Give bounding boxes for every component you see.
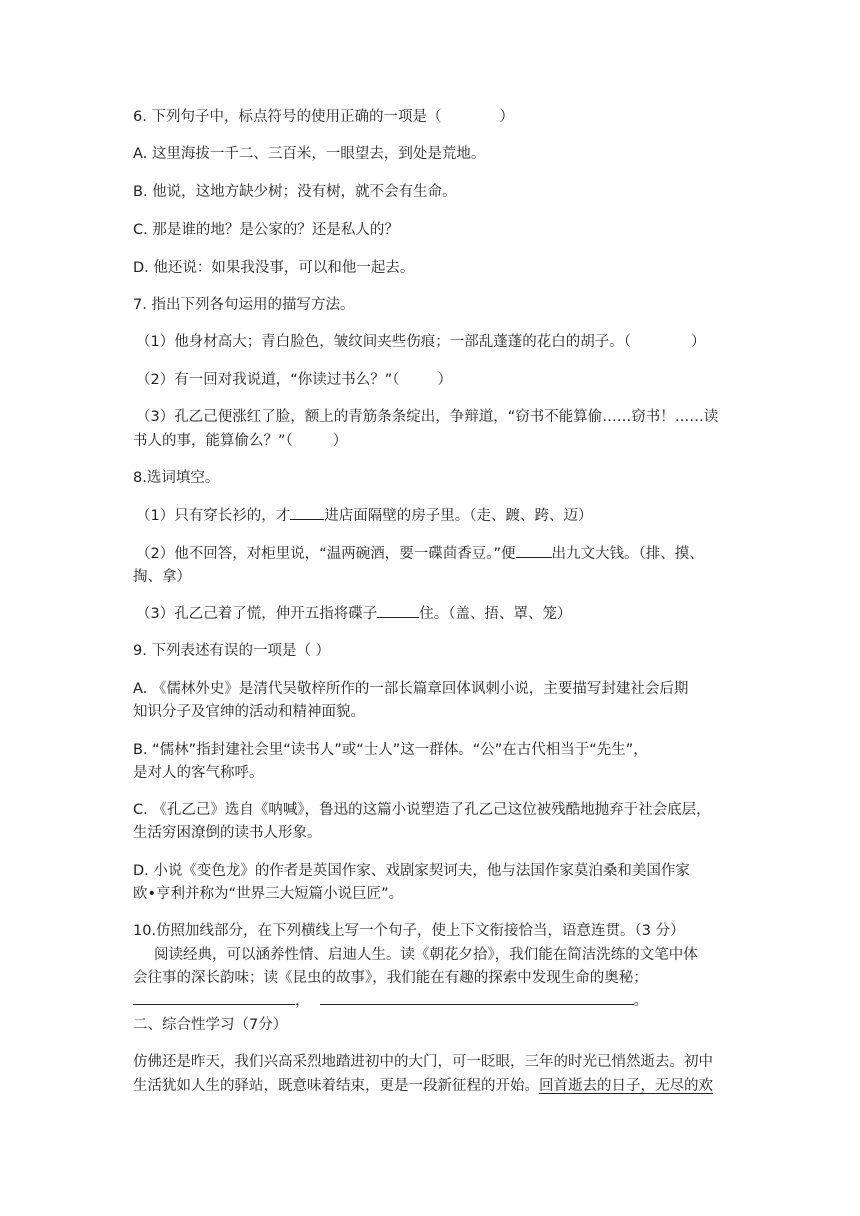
q7-item-1-text: （1）他身材高大；青白脸色，皱纹间夹些伤痕；一部乱蓬蓬的花白的胡子。（ [136, 334, 631, 350]
q10-period: 。 [633, 993, 648, 1009]
q8-item-3 [136, 603, 571, 625]
underlined-sentence: 回首逝去的日子，无尽的欢 [539, 1078, 713, 1094]
q7-item-2-text: （2）有一回对我说道，“你读过书么？”（ [136, 372, 400, 388]
q8-stem: 8.选词填空。 [133, 470, 220, 486]
q10-passage-line1: 阅读经典，可以涵养性情、启迪人生。读《朝花夕拾》，我们能在简洁洗练的文笔中体 [154, 947, 698, 963]
answer-blank-1[interactable] [133, 990, 295, 1005]
q7-item-3-line1: （3）孔乙己便涨红了脸，额上的青筋条条绽出，争辩道，“窃书不能算偷……窃书！……读 [136, 409, 719, 425]
q8-item-2-line2: 掏、拿） [133, 569, 191, 585]
q8-item-2 [136, 543, 704, 565]
q10-answer-line [133, 990, 648, 1012]
q8-item-2-after: 出九文大钱。（排、摸、 [551, 546, 704, 562]
q7-item-3-close: ） [332, 433, 348, 449]
q9-option-b-line2: 是对人的客气称呼。 [133, 765, 264, 781]
q8-item-2-before: （2）他不回答，对柜里说，“温两碗酒，要一碟茴香豆。”便 [136, 546, 516, 562]
q9-option-c-line1: C. 《孔乙己》选自《呐喊》，鲁迅的这篇小说塑造了孔乙己这位被残酷地抛弃于社会底层， [133, 802, 711, 818]
q9-option-d-line2: 欧•亨利并称为“世界三大短篇小说巨匠”。 [133, 886, 404, 902]
q7-item-1 [136, 331, 705, 353]
q6-option-a: A. 这里海拔一千二、三百米，一眼望去，到处是荒地。 [133, 146, 486, 162]
q6-stem [133, 106, 514, 128]
q7-item-2-close: ） [437, 372, 452, 388]
q7-item-3-line2 [133, 430, 347, 452]
fill-blank[interactable] [377, 603, 419, 618]
fill-blank[interactable] [516, 543, 552, 558]
q9-option-c-line2: 生活穷困潦倒的读书人形象。 [133, 825, 322, 841]
q6-option-b: B. 他说，这地方缺少树；没有树，就不会有生命。 [133, 184, 457, 200]
q8-item-3-after: 住。（盖、捂、罩、笼） [419, 606, 572, 622]
q10-comma: ， [295, 993, 310, 1009]
section-2-text: 生活犹如人生的驿站，既意味着结束，更是一段新征程的开始。 [133, 1078, 539, 1094]
q6-stem-close: ） [499, 109, 514, 125]
q9-option-b-line1: B. “儒林”指封建社会里“读书人”或“士人”这一群体。“公”在古代相当于“先生”， [133, 742, 648, 758]
q7-item-2 [136, 369, 452, 391]
q9-stem: 9. 下列表述有误的一项是（ ） [133, 643, 331, 659]
section-2-paragraph-line1: 仿佛还是昨天，我们兴高采烈地踏进初中的大门，可一眨眼，三年的时光已悄然逝去。初中 [133, 1054, 713, 1070]
q7-item-1-close: ） [690, 334, 706, 350]
q9-option-a-line2: 知识分子及官绅的活动和精神面貌。 [133, 704, 365, 720]
q8-item-1-before: （1）只有穿长衫的，才 [136, 508, 291, 524]
q8-item-3-before: （3）孔乙己着了慌，伸开五指将碟子 [136, 606, 378, 622]
q7-item-3-text: 书人的事，能算偷么？”（ [133, 433, 293, 449]
fill-blank[interactable] [290, 505, 324, 520]
q7-stem: 7. 指出下列各句运用的描写方法。 [133, 297, 355, 313]
q10-stem: 10.仿照加线部分，在下列横线上写一个句子，使上下文衔接恰当，语意连贯。（3 分） [133, 923, 685, 939]
q6-option-d: D. 他还说：如果我没事，可以和他一起去。 [133, 260, 415, 276]
q9-option-d-line1: D. 小说《变色龙》的作者是英国作家、戏剧家契诃夫，他与法国作家莫泊桑和美国作家 [133, 863, 690, 879]
q8-item-1 [136, 505, 592, 527]
section-2-heading: 二、综合性学习（7分） [133, 1017, 288, 1033]
answer-blank-2[interactable] [320, 990, 634, 1005]
q6-stem-text: 6. 下列句子中，标点符号的使用正确的一项是（ [133, 109, 442, 125]
q6-option-c: C. 那是谁的地？是公家的？还是私人的？ [133, 222, 399, 238]
q8-item-1-after: 进店面隔壁的房子里。（走、踱、跨、迈） [324, 508, 593, 524]
q9-option-a-line1: A. 《儒林外史》是清代吴敬梓所作的一部长篇章回体讽刺小说，主要描写封建社会后期 [133, 681, 689, 697]
q10-passage-line2: 会往事的深长韵味；读《昆虫的故事》，我们能在有趣的探索中发现生命的奥秘； [133, 970, 648, 986]
section-2-paragraph-line2 [133, 1075, 713, 1097]
